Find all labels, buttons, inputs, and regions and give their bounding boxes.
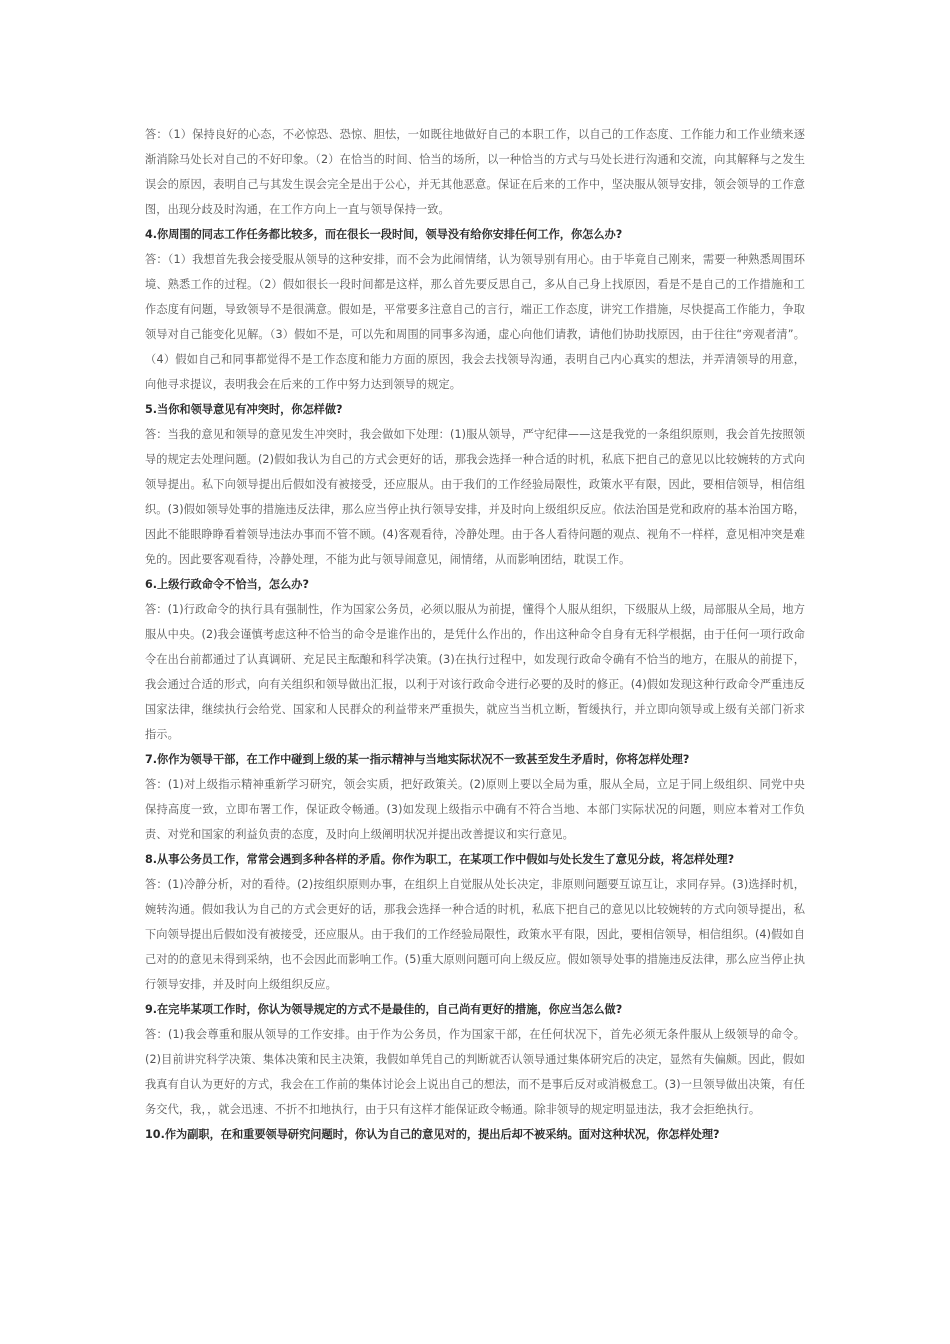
answer-paragraph: 答：（1）我想首先我会接受服从领导的这种安排，而不会为此闹情绪，认为领导别有用心。由于毕竟自己刚来，需要一种熟悉周围环境、熟悉工作的过程。（2）假如很长一段时间都是这样，那么首先要反思自己，多从自己身上找原因，看是不是自己的工作措施和工作态度有问题，导致领导不是很满意。假如是，平常要多注意自己的言行，端正工作态度，讲究工作措施，尽快提高工作能力，争取领导对自己能变化见解。（3）假如不是，可以先和周围的同事多沟通，虚心向他们请教，请他们协助找原因，由于往往“旁观者清”。（4）假如自己和同事都觉得不是工作态度和能力方面的原因，我会去找领导沟通，表明自己内心真实的想法，并弄清领导的用意，向他寻求提议，表明我会在后来的工作中努力达到领导的规定。	[145, 253, 805, 391]
answer-paragraph: 答：(1)冷静分析，对的看待。(2)按组织原则办事，在组织上自觉服从处长决定，非原则问题要互谅互让，求同存异。(3)选择时机，婉转沟通。假如我认为自己的方式会更好的话，那我会选择一种合适的时机，私底下把自己的意见以比较婉转的方式向领导提出，私下向领导提出后假如没有被接受，还应服从。由于我们的工作经验局限性，政策水平有限，因此，要相信领导，相信组织。(4)假如自己对的的意见未得到采纳，也不会因此而影响工作。(5)重大原则问题可向上级反应。假如领导处事的措施违反法律，那么应当停止执行领导安排，并及时向上级组织反应。	[145, 878, 805, 991]
question-heading: 10.作为副职，在和重要领导研究问题时，你认为自己的意见对的，提出后却不被采纳。面对这种状况，你怎样处理?	[145, 1128, 720, 1141]
answer-paragraph: 答：(1)我会尊重和服从领导的工作安排。由于作为公务员，作为国家干部，在任何状况下，首先必须无条件服从上级领导的命令。(2)目前讲究科学决策、集体决策和民主决策，我假如单凭自己的判断就否认领导通过集体研究后的决定，显然有失偏颇。因此，假如我真有自认为更好的方式，我会在工作前的集体讨论会上说出自己的想法，而不是事后反对或消极怠工。(3)一旦领导做出决策，有任务交代，我，，就会迅速、不折不扣地执行，由于只有这样才能保证政令畅通。除非领导的规定明显违法，我才会拒绝执行。	[145, 1028, 805, 1116]
question-heading: 4.你周围的同志工作任务都比较多，而在很长一段时间，领导没有给你安排任何工作，你怎么办?	[145, 228, 623, 241]
answer-paragraph: 答：(1)行政命令的执行具有强制性，作为国家公务员，必须以服从为前提，懂得个人服从组织，下级服从上级，局部服从全局，地方服从中央。(2)我会谨慎考虑这种不恰当的命令是谁作出的，是凭什么作出的，作出这种命令自身有无科学根据，由于任何一项行政命令在出台前都通过了认真调研、充足民主酝酿和科学决策。(3)在执行过程中，如发现行政命令确有不恰当的地方，在服从的前提下，我会通过合适的形式，向有关组织和领导做出汇报，以利于对该行政命令进行必要的及时的修正。(4)假如发现这种行政命令严重违反国家法律，继续执行会给党、国家和人民群众的利益带来严重损失，就应当当机立断，暂缓执行，并立即向领导或上级有关部门祈求指示。	[145, 603, 805, 741]
question-heading: 7.你作为领导干部，在工作中碰到上级的某一指示精神与当地实际状况不一致甚至发生矛盾时，你将怎样处理?	[145, 753, 690, 766]
question-heading: 5.当你和领导意见有冲突时，你怎样做?	[145, 403, 343, 416]
question-heading: 9.在完毕某项工作时，你认为领导规定的方式不是最佳的，自己尚有更好的措施，你应当怎么做?	[145, 1003, 623, 1016]
question-heading: 8.从事公务员工作，常常会遇到多种各样的矛盾。你作为职工，在某项工作中假如与处长发生了意见分歧，将怎样处理?	[145, 853, 735, 866]
answer-paragraph: 答：(1)对上级指示精神重新学习研究，领会实质，把好政策关。(2)原则上要以全局为重，服从全局，立足于同上级组织、同党中央保持高度一致，立即布署工作，保证政令畅通。(3)如发现上级指示中确有不符合当地、本部门实际状况的问题，则应本着对工作负责、对党和国家的利益负责的态度，及时向上级阐明状况并提出改善提议和实行意见。	[145, 778, 805, 841]
document-page	[145, 122, 805, 1147]
answer-paragraph: 答：当我的意见和领导的意见发生冲突时，我会做如下处理：(1)服从领导，严守纪律——这是我党的一条组织原则，我会首先按照领导的规定去处理问题。(2)假如我认为自己的方式会更好的话，那我会选择一种合适的时机，私底下把自己的意见以比较婉转的方式向领导提出。私下向领导提出后假如没有被接受，还应服从。由于我们的工作经验局限性，政策水平有限，因此，要相信领导，相信组织。(3)假如领导处事的措施违反法律，那么应当停止执行领导安排，并及时向上级组织反应。依法治国是党和政府的基本治国方略，因此不能眼睁睁看着领导违法办事而不管不顾。(4)客观看待，冷静处理。由于各人看待问题的观点、视角不一样样，意见相冲突是难免的。因此要客观看待，冷静处理，不能为此与领导闹意见，闹情绪，从而影响团结，耽误工作。	[145, 428, 805, 566]
answer-paragraph: 答：（1）保持良好的心态，不必惊恐、恐惊、胆怯，一如既往地做好自己的本职工作，以自己的工作态度、工作能力和工作业绩来逐渐消除马处长对自己的不好印象。（2）在恰当的时间、恰当的场所，以一种恰当的方式与马处长进行沟通和交流，向其解释与之发生误会的原因，表明自己与其发生误会完全是出于公心，并无其他恶意。保证在后来的工作中，坚决服从领导安排，领会领导的工作意图，出现分歧及时沟通，在工作方向上一直与领导保持一致。	[145, 128, 805, 216]
question-heading: 6.上级行政命令不恰当，怎么办?	[145, 578, 309, 591]
